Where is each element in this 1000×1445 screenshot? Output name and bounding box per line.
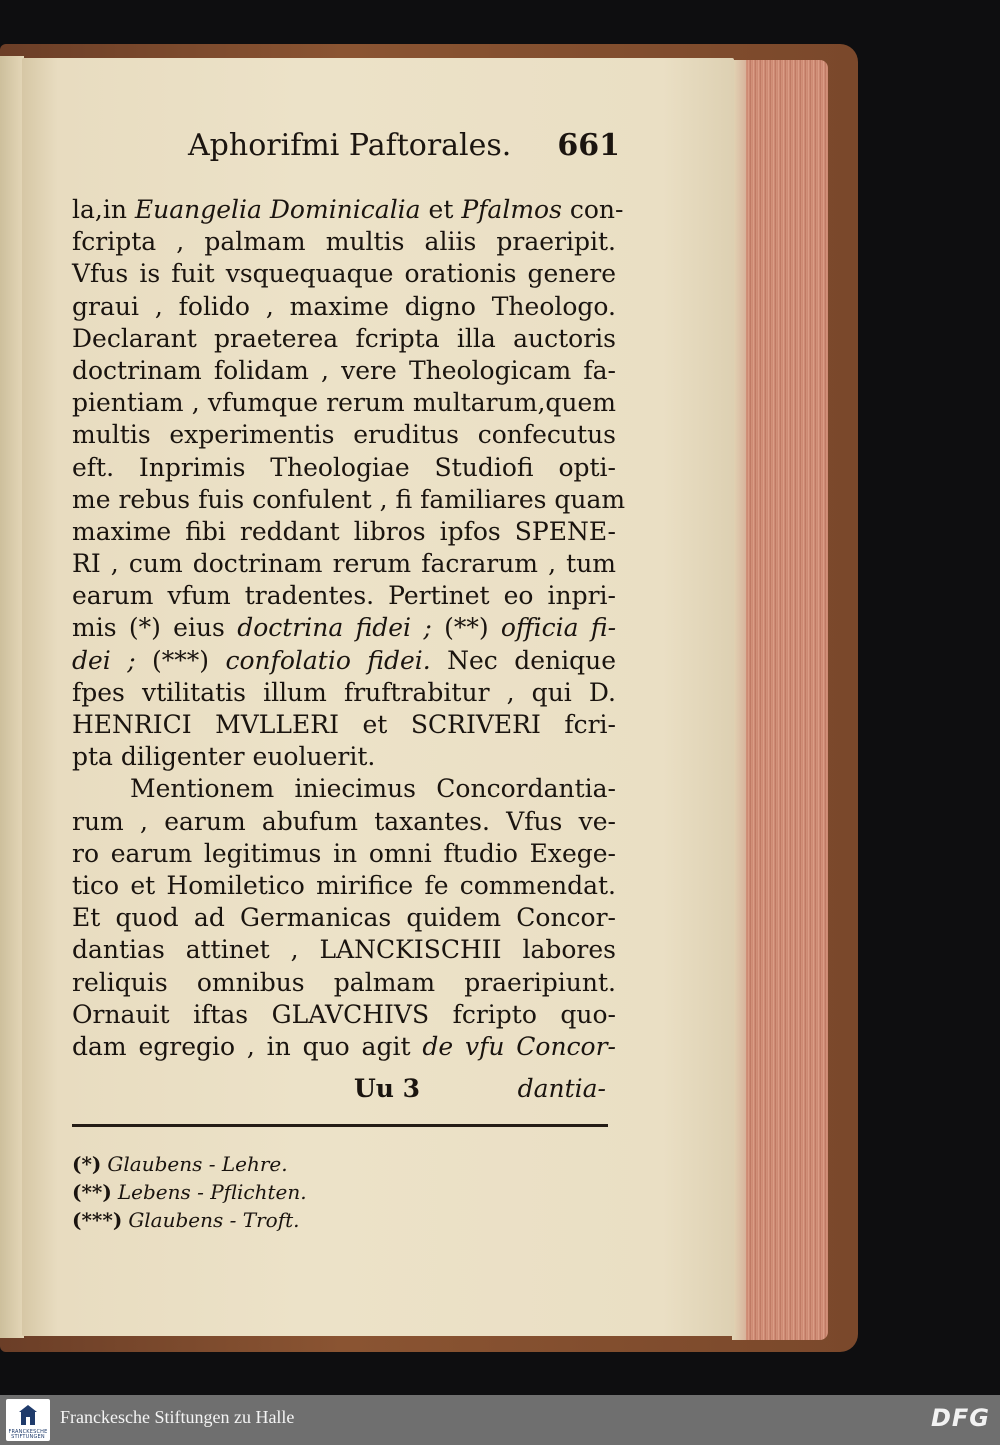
text-line: Vfus is fuit vsquequaque orationis genere — [72, 259, 616, 289]
text-line: la,in Euangelia Dominicalia et Pfalmos con- — [72, 195, 624, 224]
institution-logo[interactable] — [6, 1399, 50, 1441]
text-line: RI , cum doctrinam rerum facrarum , tum — [72, 549, 616, 579]
logo-caption: FRANCKESCHE STIFTUNGEN — [8, 1429, 48, 1440]
footnote-rule — [72, 1124, 608, 1127]
text-line: Et quod ad Germanicas quidem Concor- — [72, 903, 616, 933]
body-text — [72, 194, 626, 1063]
text-line: doctrinam folidam , vere Theologicam fa- — [72, 355, 616, 385]
text-line: pta diligenter euoluerit. — [72, 742, 376, 772]
institution-name[interactable]: Franckesche Stiftungen zu Halle — [60, 1407, 295, 1427]
orphanage-emblem-icon — [19, 1405, 37, 1427]
viewer-footer — [0, 1395, 1000, 1445]
text-line: dam egregio , in quo agit de vfu Concor- — [72, 1031, 616, 1061]
text-line: me rebus fuis confulent , fi familiares quam — [72, 484, 626, 514]
text-line: earum vfum tradentes. Pertinet eo inpri- — [72, 581, 616, 611]
text-line: ro earum legitimus in omni ftudio Exege- — [72, 838, 616, 868]
text-line: fcripta , palmam multis aliis praeripit. — [72, 227, 616, 257]
signature-mark: Uu 3 — [354, 1074, 421, 1103]
footnotes — [72, 1150, 492, 1234]
page-number: 661 — [557, 128, 620, 163]
text-line: dei ; (***) confolatio fidei. Nec denique — [72, 645, 616, 675]
text-line: dantias attinet , LANCKISCHII labores — [72, 935, 616, 965]
text-line: eft. Inprimis Theologiae Studiofi opti- — [72, 452, 616, 482]
catch-line — [72, 1074, 612, 1106]
catchword: dantia- — [517, 1074, 606, 1103]
text-line: Declarant praeterea fcripta illa auctoris — [72, 323, 616, 353]
running-head — [188, 128, 620, 172]
footnote: (***) Glaubens - Troft. — [72, 1208, 300, 1232]
text-line: reliquis omnibus palmam praeripiunt. — [72, 967, 616, 997]
text-line: pientiam , vfumque rerum multarum,quem — [72, 388, 616, 418]
page-edges — [732, 60, 828, 1340]
running-title: Aphorifmi Paftorales. — [188, 128, 512, 163]
text-line: Mentionem iniecimus Concordantia- — [130, 774, 616, 804]
text-line: Ornauit iftas GLAVCHIVS fcripto quo- — [72, 999, 616, 1029]
left-page-edge — [0, 56, 24, 1338]
footnote: (**) Lebens - Pflichten. — [72, 1180, 307, 1204]
text-line: fpes vtilitatis illum fruftrabitur , qui D. — [72, 677, 616, 707]
text-line: tico et Homiletico mirifice fe commendat. — [72, 870, 616, 900]
text-line: rum , earum abufum taxantes. Vfus ve- — [72, 806, 616, 836]
dfg-logo[interactable]: DFG — [930, 1404, 990, 1432]
footnote: (*) Glaubens - Lehre. — [72, 1152, 288, 1176]
text-line: graui , folido , maxime digno Theologo. — [72, 291, 616, 321]
text-line: maxime fibi reddant libros ipfos SPENE- — [72, 516, 616, 546]
text-line: HENRICI MVLLERI et SCRIVERI fcri- — [72, 710, 616, 739]
text-line: mis (*) eius doctrina fidei ; (**) officia fi- — [72, 613, 617, 643]
text-line: multis experimentis eruditus confecutus — [72, 420, 616, 450]
